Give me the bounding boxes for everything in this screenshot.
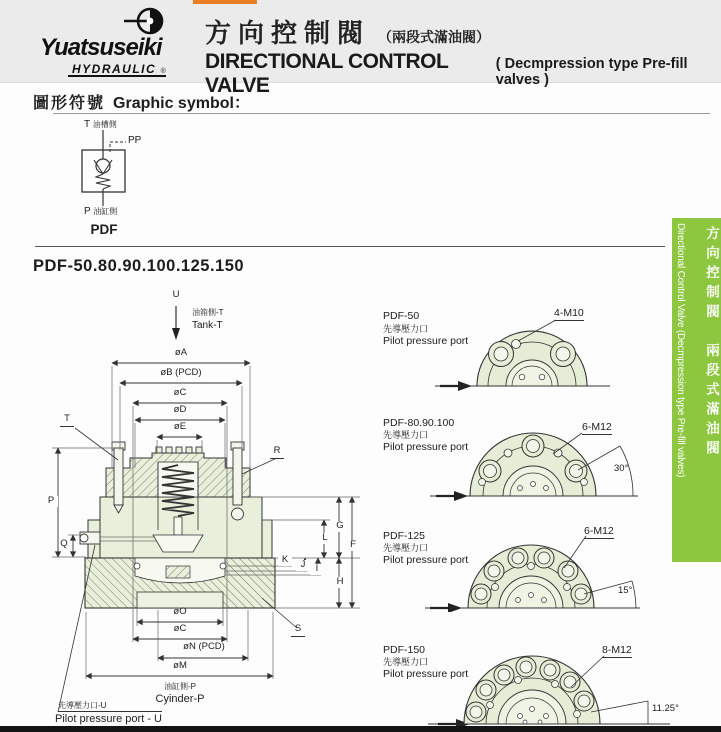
side-tab [672, 218, 721, 562]
port-u-label: U [172, 289, 180, 300]
flange-bolt-spec: 6-M12 [582, 421, 612, 435]
title-zh-row [205, 13, 490, 50]
flange-bolt-spec: 8-M12 [602, 644, 632, 658]
flange-angle: 11.25° [652, 703, 679, 714]
brand-name: Yuatsuseiki [40, 34, 162, 61]
flange-port-en: Pilot pressure port [383, 335, 469, 347]
cylinder-label-zh: 油缸側-P [164, 682, 196, 691]
page-title-zh-paren: （兩段式滿油閥） [378, 29, 491, 45]
divider-rule [35, 246, 665, 247]
label-g: G [333, 521, 347, 532]
label-q: Q [60, 538, 68, 549]
page-title-en: DIRECTIONAL CONTROL VALVE [205, 50, 448, 97]
page-title-zh: 方向控制閥 [205, 18, 371, 48]
side-tab-title-en: Directional Control Valve (Decmpression type Pre-fill valves) [675, 223, 686, 478]
flange-bolt-spec: 6-M12 [584, 525, 614, 539]
footer-bar [0, 726, 721, 732]
dim-label-c2: øC [173, 623, 187, 634]
cross-section-svg [30, 290, 375, 732]
flange-port-zh: 先導壓力口 [383, 543, 429, 553]
flange-bolt-spec: 4-M10 [554, 307, 584, 321]
dim-label-o: øO [173, 606, 187, 617]
label-h: H [333, 577, 347, 588]
flange-port-en: Pilot pressure port [383, 554, 469, 566]
label-t: T [60, 414, 74, 427]
label-f: F [346, 540, 360, 551]
dim-label-b: øB (PCD) [160, 367, 202, 378]
label-s: S [291, 624, 305, 637]
models-heading: PDF-50.80.90.100.125.150 [33, 257, 245, 275]
pilot-label-zh: 先導壓力口-U [58, 701, 162, 712]
dim-label-a: øA [174, 347, 188, 358]
flange-view-pdf125 [370, 520, 670, 612]
brand-logo [38, 4, 203, 78]
section-heading-zh: 圖形符號 [33, 95, 106, 112]
flange-model: PDF-80.90.100 [383, 417, 455, 429]
flange-model: PDF-50 [383, 310, 420, 322]
label-k: K [278, 555, 292, 566]
dim-label-n: øN (PCD) [183, 641, 225, 652]
brand-symbol-icon [38, 4, 203, 38]
label-i: I [310, 564, 324, 575]
page-title-en-paren: ( Decmpression type Pre-fill valves ) [495, 56, 688, 88]
flange-port-en: Pilot pressure port [383, 668, 469, 680]
symbol-cylinder-label: P 油缸側 [84, 206, 118, 217]
section-rule [53, 113, 710, 114]
label-r: R [270, 446, 284, 459]
section-heading [33, 90, 250, 113]
dim-label-c: øC [173, 387, 187, 398]
flange-view-pdf80-90-100 [370, 408, 670, 503]
brand-underline [68, 75, 166, 77]
flange-angle: 15° [618, 585, 633, 596]
side-tab-title-zh: 方向控制閥 兩段式滿油閥 [704, 226, 719, 460]
label-p: P [44, 496, 58, 507]
flange-view-pdf150 [370, 632, 721, 732]
flange-model: PDF-150 [383, 644, 426, 656]
label-l: L [318, 533, 332, 544]
symbol-tank-label: T 油槽側 [84, 119, 117, 130]
main-cross-section-drawing [30, 290, 375, 732]
dim-label-e: øE [173, 421, 187, 432]
cylinder-label-en: Cyinder-P [155, 693, 205, 705]
symbol-pp-label: PP [128, 135, 142, 146]
pilot-label-en: Pilot pressure port - U [55, 713, 201, 728]
registered-mark: ® [160, 68, 166, 75]
flange-port-zh: 先導壓力口 [383, 324, 429, 334]
graphic-symbol-diagram [70, 118, 210, 248]
label-j: J [296, 560, 310, 571]
flange-port-zh: 先導壓力口 [383, 430, 429, 440]
flange-angle: 30° [614, 463, 629, 474]
flange-model: PDF-125 [383, 530, 426, 542]
symbol-name: PDF [90, 222, 118, 237]
dim-label-d: øD [173, 404, 187, 415]
title-en-row [205, 50, 721, 98]
flange-port-en: Pilot pressure port [383, 441, 469, 453]
brand-subtitle: HYDRAULIC [72, 62, 157, 76]
flange-view-pdf50 [370, 304, 680, 394]
dim-label-m: øM [173, 660, 187, 671]
flange-port-zh: 先導壓力口 [383, 657, 429, 667]
tank-label-zh: 油箱側-T [192, 308, 224, 317]
tank-label-en: Tank-T [192, 320, 223, 331]
section-heading-en: Graphic symbol： [113, 95, 250, 112]
